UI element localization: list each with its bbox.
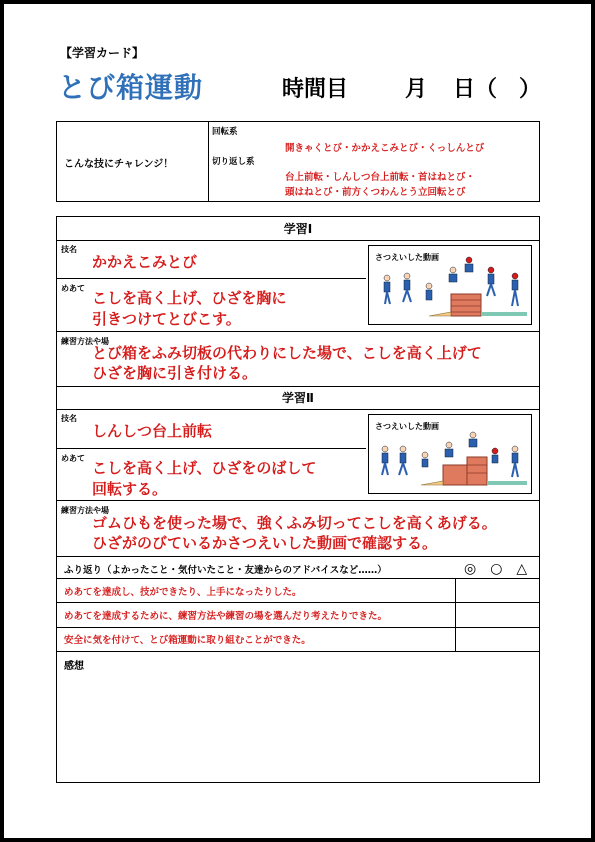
- divider: [56, 556, 540, 557]
- divider: [56, 331, 540, 332]
- divider: [56, 578, 540, 579]
- day-label: 日（ ）: [453, 77, 542, 102]
- challenge-label: こんな技にチャレンジ！: [64, 159, 174, 170]
- kaiten-value-2: 頭はねとび・前方くつわんとう立回転とび: [285, 187, 466, 198]
- study2-waza-label: 技名: [61, 414, 77, 423]
- study1-practice-line2: ひざを胸に引き付ける。: [92, 364, 258, 382]
- impressions-label: 感想: [64, 661, 84, 672]
- reflection-item: めあてを達成するために、練習方法や練習の場を選んだり考えたりできた。: [64, 611, 388, 622]
- study1-meate-line1: こしを高く上げ、ひざを胸に: [92, 289, 287, 307]
- study1-waza-value: かかえこみとび: [92, 253, 198, 271]
- reflection-item: 安全に気を付けて、とび箱運動に取り組むことができた。: [64, 635, 311, 646]
- divider: [56, 448, 366, 449]
- period-label: 時間目: [282, 77, 349, 102]
- study2-photo: [368, 414, 532, 494]
- study1-meate-label: めあて: [61, 284, 85, 293]
- divider: [56, 386, 540, 387]
- card-label: 【学習カード】: [60, 46, 145, 60]
- study2-waza-value: しんしつ台上前転: [92, 422, 213, 440]
- study2-photo-label: さつえいした動画: [375, 422, 439, 431]
- kaiten-value-1: 台上前転・しんしつ台上前転・首はねとび・: [285, 172, 476, 183]
- divider: [56, 278, 366, 279]
- study1-photo-label: さつえいした動画: [375, 253, 439, 262]
- study1-heading: 学習Ⅰ: [283, 222, 313, 236]
- divider: [455, 578, 456, 651]
- rating-marks: ◎ ○ △: [464, 561, 528, 577]
- vaulting-illustration: [369, 246, 533, 326]
- reflection-label: ふり返り（よかったこと・気付いたこと・友達からのアドバイスなど……）: [64, 565, 387, 576]
- divider: [56, 240, 540, 241]
- study1-photo: [368, 245, 532, 325]
- divider: [56, 651, 540, 652]
- reflection-item: めあてを達成し、技ができたり、上手になったりした。: [64, 587, 302, 598]
- study1-practice-line1: とび箱をふみ切板の代わりにした場で、こしを高く上げて: [92, 344, 482, 362]
- month-label: 月: [405, 77, 428, 102]
- study2-practice-label: 練習方法や場: [61, 506, 109, 515]
- vaulting-illustration: [369, 415, 533, 495]
- divider: [56, 500, 540, 501]
- study2-meate-line2: 回転する。: [92, 480, 168, 498]
- kaiten-label: 回転系: [212, 127, 238, 137]
- study2-practice-line2: ひざがのびているかさつえいした動画で確認する。: [92, 534, 438, 552]
- study2-practice-line1: ゴムひもを使った場で、強くふみ切ってこしを高くあげる。: [92, 514, 497, 532]
- study1-waza-label: 技名: [61, 245, 77, 254]
- study2-meate-line1: こしを高く上げ、ひざをのばして: [92, 459, 317, 477]
- impressions-area[interactable]: [60, 672, 536, 778]
- page-title: とび箱運動: [58, 71, 204, 104]
- study1-practice-label: 練習方法や場: [61, 337, 109, 346]
- kirikaeshi-label: 切り返し系: [212, 157, 255, 167]
- divider: [56, 409, 540, 410]
- study1-meate-line2: 引きつけてとびこす。: [92, 310, 241, 328]
- divider: [56, 602, 540, 603]
- divider: [56, 627, 540, 628]
- kirikaeshi-value: 開きゃくとび・かかえこみとび・くっしんとび: [285, 143, 485, 154]
- study2-meate-label: めあて: [61, 454, 85, 463]
- divider: [208, 121, 209, 202]
- study2-heading: 学習Ⅱ: [282, 391, 314, 405]
